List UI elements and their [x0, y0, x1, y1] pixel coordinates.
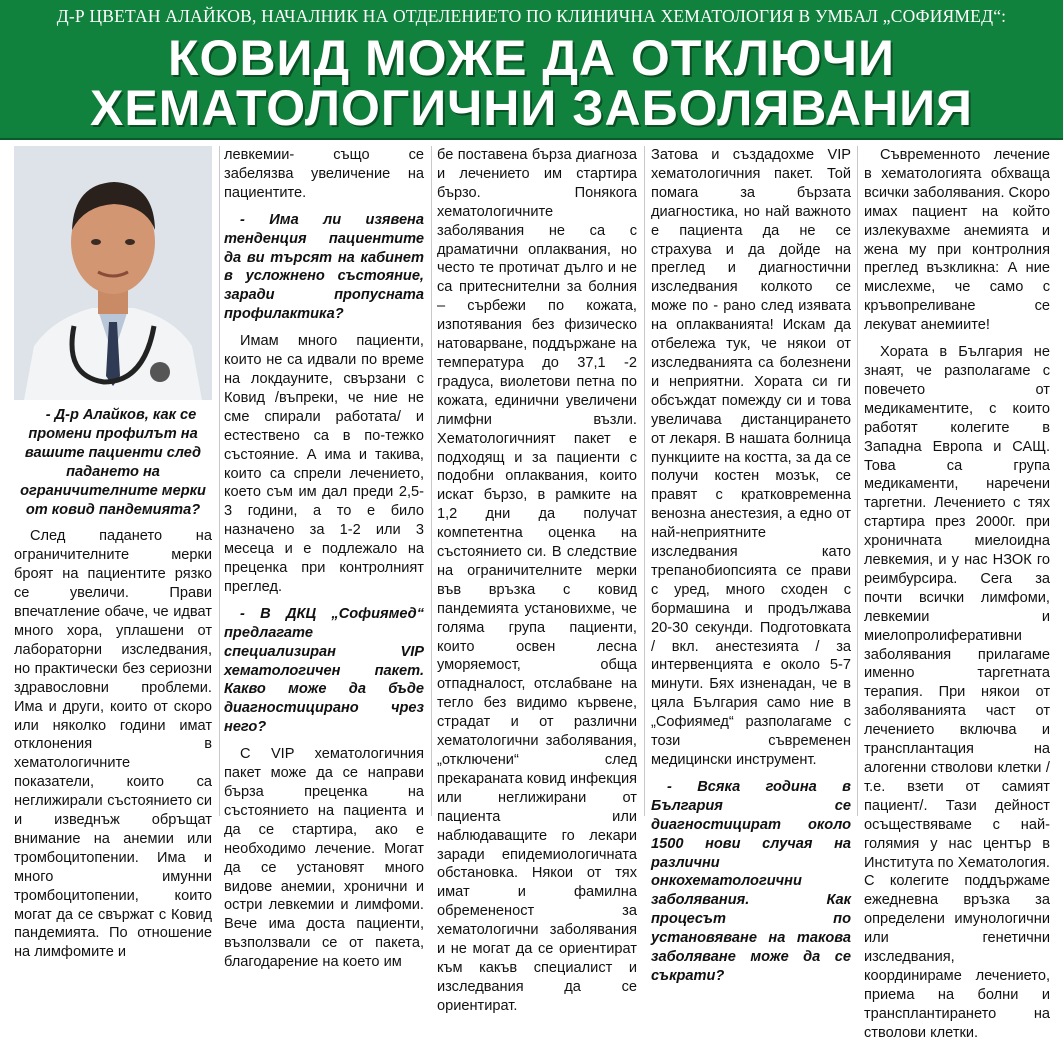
headline-line-2: ХЕМАТОЛОГИЧНИ ЗАБОЛЯВАНИЯ: [90, 80, 973, 136]
article-column-2: [224, 146, 424, 971]
column-divider: [857, 146, 858, 816]
interview-question: - Всяка година в България се диагностицират около 1500 нови случая на различни онкохематологични заболявания. Как процесът по установяване на такова заболяване може да се съкрати?: [651, 778, 851, 984]
paragraph: Затова и създадохме VIP хематологичния пакет. Той помага за бързата диагностика, но най важното е пациента да не се страхува и да дойде на преглед и диагностични изследвания колкото се може по - рано след изявата на оплакванията! Искам да отбележа тук, че някои от изследванията са болезнени и неприятни. Хората си ги обсъждат помежду си и това увеличава дистанцирането от лекаря. В нашата болница пункциите на костта, за да се получи костен мозък, се правят с кратковременна венозна анестезия, а едно от най-неприятните изследвания като трепанобиопсията се прави с уред, много сходен с бормашина и продължава 20-30 секунди. Подготовката / вкл. анестезията / за интервенцията е около 5-7 минути. Бях изненадан, че в цяла България само ние в „Софиямед“ разполагаме с този съвременен медицински инструмент.: [651, 147, 851, 768]
article-column-3: [437, 146, 638, 1014]
column-divider: [219, 146, 220, 816]
portrait-photo: [14, 146, 212, 400]
article-column-4: [651, 146, 851, 984]
paragraph: Имам много пациенти, които не са идвали по време на локдауните, свързани с Ковид /въпреки, че ние не сме спирали работата/ и естествено са в по-тежко състояние. А има и такива, които са спрели лечението, което съм им дал преди 2,5-3 години, а то е било назначено за 1-2 или 3 месеца и е подлежало на преценка при контролният преглед.: [224, 333, 424, 595]
doctor-portrait-icon: [14, 146, 212, 400]
paragraph: С VIP хематологичния пакет може да се направи бърза преценка на състоянието на пациента и да се стартира, ако е необходимо лечение. Могат да се установят много видове анемии, хронични и остри левкемии и лимфоми. Вече има доста пациенти, възползвали се от пакета, благодарение на което им: [224, 746, 424, 971]
column-divider: [431, 146, 432, 816]
interview-question: - Има ли изявена тенденция пациентите да ви търсят на кабинет в усложнено състояние, заради пропусната профилактика?: [224, 211, 424, 323]
article-column-1: [14, 146, 212, 961]
paragraph: бе поставена бърза диагноза и лечението им стартира бързо. Понякога хематологичните заболявания не са с драматични оплаквания, но често те протичат дълго и не са притеснителни за болния – сърбежи по кожата, изпотявания без физическо натоварване, поддържане на температура до 37,1 -2 градуса, виолетови петна по кожата, единични увеличени лимфни възли. Хематологичният пакет е подходящ и за пациенти с подобни оплаквания, които искат бързо, в рамките на 1,2 дни да получат компетентна оценка на състоянието си. В следствие на ограничителните мерки във връзка с ковид пандемията установихме, че голяма група пациенти, които освен лесна уморяемост, обща отпадналост, отслабване на тегло без видимо кървене, страдат и от различни хематологични заболявания, „отключени“ след прекараната ковид инфекция или неглижирани от пациента или наблюдаващите го лекари заради епидемиологичната обстановка. Някои от тях имат и фамилна обремененост за хематологични заболявания и не могат да се ориентират към какъв специалист и изследвания да се ориентират.: [437, 147, 638, 1014]
interview-question: - В ДКЦ „Софиямед“ предлагате специализиран VIP хематологичен пакет. Какво може да бъде диагностицирано чрез него?: [224, 605, 424, 736]
photo-caption: - Д-р Алайков, как се промени профилът на вашите пациенти след падането на ограничителните мерки от ковид пандемията?: [20, 407, 206, 518]
article-column-5: [864, 146, 1050, 1041]
paragraph: Хората в България не знаят, че разполагаме с повечето от медикаментите, с които работят колегите в Западна Европа и САЩ. Това са група медикаменти, наречени таргетни. Лечението с тях стартира през 2000г. при хроничната миелоидна левкемия, и у нас НЗОК го реимбурсира. Сега за почти всички лимфоми, левкемии и миелопролиферативни заболявания прилагаме именно таргетната терапия. При някои от заболяванията част от лечението включва и трансплантация на алогенни стволови клетки /т.е. взети от самият пациент/. Тази дейност осъществяваме с най-голямия у нас център в Института по Хематология. С колегите поддържаме ежедневна връзка за определени имунологични или генетични изследвания, координираме лечението, приема на болни и трансплантирането на стволови клетки.: [864, 344, 1050, 1041]
paragraph: След падането на ограничителните мерки броят на пациентите рязко се увеличи. Прави впечатление обаче, че идват много хора, уплашени от лабораторни изследвания, но практически без сериозни здравословни проблеми. Има и други, които от скоро или няколко години имат отклонения в хематологичните показатели, които са неглижирали състоянието си и изведнъж обръщат внимание на анемии или тромбоцитопении. Има и много имунни тромбоцитопении, които могат да се свържат с Ковид пандемията. По отношение на лимфомите и: [14, 528, 212, 961]
kicker-line: Д-Р ЦВЕТАН АЛАЙКОВ, НАЧАЛНИК НА ОТДЕЛЕНИЕТО ПО КЛИНИЧНА ХЕМАТОЛОГИЯ В УМБАЛ „СОФИЯМЕД“:: [56, 6, 1007, 26]
headline-line-1: КОВИД МОЖЕ ДА ОТКЛЮЧИ: [168, 30, 895, 86]
paragraph: Съвременното лечение в хематологията обхваща всички заболявания. Скоро имах пациент на който излекувахме анемията и жена му при контролния преглед възкликна: А ние мислехме, че само с кръвопреливане се лекуват анемиите!: [864, 147, 1050, 334]
column-divider: [644, 146, 645, 816]
paragraph: левкемии- също се забелязва увеличение на пациентите.: [224, 147, 424, 201]
headline-banner: [0, 0, 1063, 138]
banner-rule: [0, 138, 1063, 140]
